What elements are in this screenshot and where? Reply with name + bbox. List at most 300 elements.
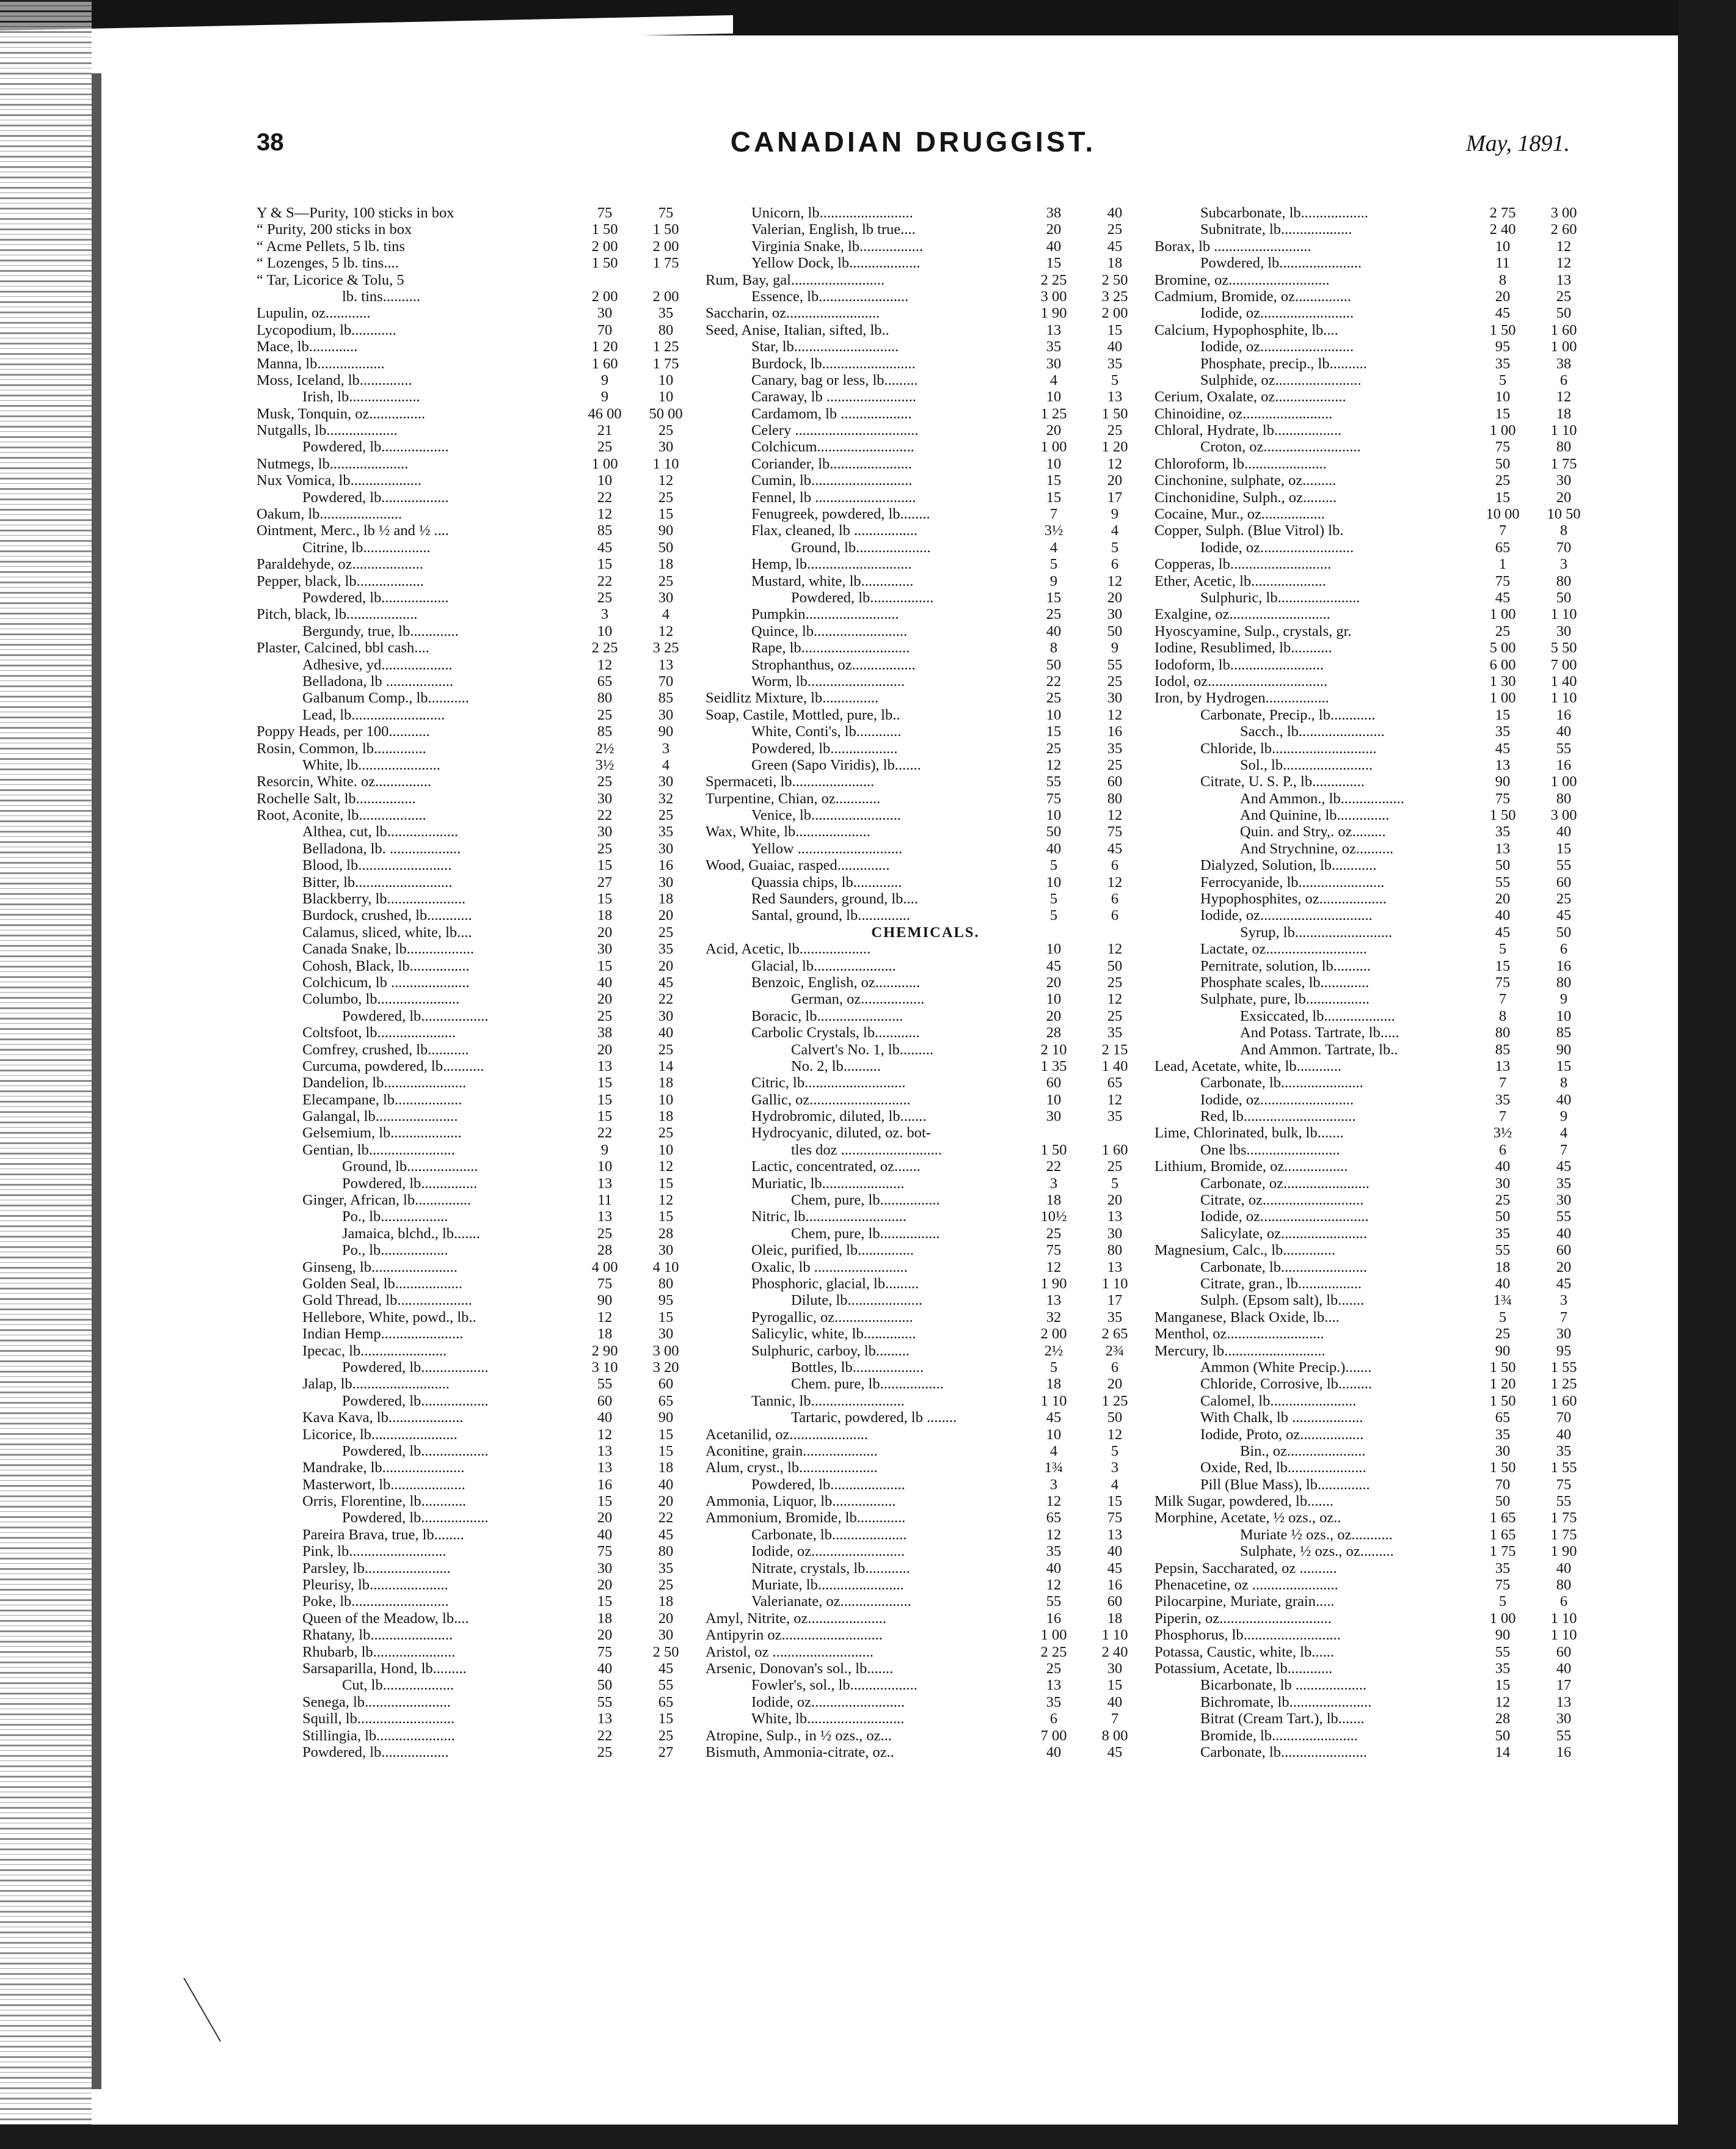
- price-high: 60: [1556, 874, 1572, 891]
- item-name: Iodide, Proto, oz.................: [1200, 1426, 1364, 1443]
- item-name: Yellow ............................: [751, 840, 903, 857]
- item-name: Citrine, lb..................: [302, 539, 431, 556]
- price-high: 2 50: [652, 1643, 679, 1660]
- price-row: [1154, 1393, 1594, 1409]
- price-row: [257, 790, 696, 807]
- item-name: Phosphoric, glacial, lb.........: [751, 1275, 919, 1292]
- item-name: Boracic, lb.......................: [751, 1007, 903, 1024]
- item-name: Dialyzed, Solution, lb............: [1200, 857, 1377, 874]
- price-low: 30: [597, 1560, 613, 1577]
- price-row: [1154, 539, 1594, 556]
- price-low: 22: [597, 572, 613, 589]
- price-high: 13: [658, 656, 674, 673]
- price-column-1: [257, 205, 696, 1760]
- item-name: Caraway, lb ........................: [751, 389, 916, 406]
- price-row: [706, 1443, 1145, 1459]
- price-row: [706, 489, 1145, 506]
- price-row: [257, 1092, 696, 1108]
- item-name: Soap, Castile, Mottled, pure, lb..: [706, 706, 900, 723]
- item-name: Fowler's, sol., lb..................: [751, 1677, 917, 1694]
- item-name: Seidlitz Mixture, lb...............: [706, 690, 879, 707]
- item-name: Canary, bag or less, lb.........: [751, 371, 918, 389]
- price-low: 20: [1046, 974, 1062, 991]
- price-row: [706, 1326, 1145, 1342]
- price-high: 25: [1107, 756, 1123, 773]
- price-low: 20: [597, 1041, 613, 1058]
- price-high: 40: [1556, 723, 1572, 740]
- item-name: Copperas, lb...........................: [1154, 556, 1332, 573]
- price-high: 45: [1556, 1158, 1572, 1175]
- item-name: Powdered, lb......................: [1200, 255, 1362, 272]
- price-row: [706, 723, 1145, 740]
- price-low: 55: [597, 1693, 613, 1710]
- price-low: 55: [1495, 1242, 1511, 1259]
- price-high: 30: [1556, 1192, 1572, 1209]
- item-name: Seed, Anise, Italian, sifted, lb..: [706, 321, 889, 338]
- price-low: 20: [597, 991, 613, 1008]
- price-high: 90: [658, 1409, 674, 1426]
- item-name: Lycopodium, lb............: [257, 321, 396, 338]
- price-high: 16: [1556, 706, 1572, 723]
- price-row: [1154, 456, 1594, 472]
- price-high: 18: [1556, 405, 1572, 422]
- item-name: Blood, lb.........................: [302, 857, 452, 874]
- price-row: [1154, 1627, 1594, 1643]
- price-low: 15: [597, 857, 613, 874]
- price-high: 1 10: [1550, 422, 1577, 439]
- price-high: 40: [1556, 1426, 1572, 1443]
- price-row: [1154, 1024, 1594, 1041]
- price-low: 15: [1495, 1677, 1511, 1694]
- item-name: Ginger, African, lb...............: [302, 1192, 471, 1209]
- price-high: 50: [1556, 305, 1572, 322]
- price-row: [706, 1074, 1145, 1091]
- price-high: 40: [1556, 1225, 1572, 1242]
- item-name: Lead, Acetate, white, lb............: [1154, 1057, 1342, 1074]
- price-low: 22: [597, 1125, 613, 1142]
- price-high: 25: [1107, 422, 1123, 439]
- price-row: [257, 1476, 696, 1493]
- price-high: 5: [1111, 371, 1119, 389]
- price-high: 7 00: [1550, 656, 1577, 673]
- price-row: [706, 1577, 1145, 1593]
- price-high: 2 00: [652, 288, 679, 305]
- price-high: 90: [658, 723, 674, 740]
- price-high: 14: [658, 1057, 674, 1074]
- item-name: Gentian, lb.......................: [302, 1141, 455, 1158]
- price-high: 2 65: [1101, 1326, 1128, 1343]
- price-low: 10: [1046, 807, 1062, 824]
- price-low: 12: [597, 506, 613, 523]
- item-name: Iodide, oz.........................: [1200, 338, 1354, 356]
- price-row: [1154, 1644, 1594, 1660]
- price-high: 1 25: [652, 338, 679, 356]
- item-name: Syrup, lb..........................: [1240, 924, 1393, 941]
- price-low: 25: [597, 1743, 613, 1760]
- price-high: 18: [658, 1593, 674, 1610]
- section-heading-label: CHEMICALS.: [871, 924, 980, 941]
- price-low: 40: [1495, 1158, 1511, 1175]
- price-low: 25: [1495, 472, 1511, 489]
- price-low: 21: [597, 422, 613, 439]
- price-low: 35: [1495, 823, 1511, 841]
- price-row: [1154, 958, 1594, 974]
- price-low: 10: [1046, 941, 1062, 958]
- page-number: 38: [257, 129, 284, 156]
- price-row: [706, 606, 1145, 622]
- price-row: [1154, 1275, 1594, 1292]
- price-low: 10 00: [1486, 506, 1520, 523]
- price-high: 8: [1559, 522, 1568, 539]
- item-name: Star, lb............................: [751, 338, 899, 356]
- price-low: 2 10: [1040, 1041, 1067, 1058]
- price-high: 12: [1556, 238, 1572, 255]
- price-low: 1 20: [1489, 1376, 1516, 1393]
- item-name: Bromine, oz...........................: [1154, 271, 1330, 288]
- price-row: [706, 1192, 1145, 1208]
- item-name: Sacch., lb.......................: [1240, 723, 1385, 740]
- price-row: [1154, 874, 1594, 891]
- price-high: 1 25: [1101, 1392, 1128, 1409]
- price-low: 60: [597, 1392, 613, 1409]
- price-row: [1154, 221, 1594, 238]
- price-low: 1 35: [1040, 1057, 1067, 1074]
- price-column-2: [706, 205, 1145, 1760]
- price-low: 30: [597, 790, 613, 807]
- price-high: 70: [658, 673, 674, 690]
- price-low: 15: [1046, 489, 1062, 506]
- price-row: [1154, 1074, 1594, 1091]
- price-high: 3 20: [652, 1359, 679, 1376]
- item-name: Carbonate, lb.......................: [1200, 1743, 1367, 1760]
- price-row: [1154, 690, 1594, 706]
- item-name: Y & S—Purity, 100 sticks in box: [257, 205, 454, 221]
- price-row: [706, 707, 1145, 723]
- price-low: 50: [1495, 857, 1511, 874]
- price-low: 7: [1498, 1074, 1507, 1092]
- price-high: 6: [1559, 371, 1568, 389]
- price-row: [257, 1409, 696, 1426]
- item-name: Cerium, Oxalate, oz...................: [1154, 389, 1346, 406]
- price-row: [1154, 974, 1594, 991]
- price-row: [1154, 773, 1594, 790]
- price-high: 6: [1111, 907, 1119, 924]
- price-low: 45: [1495, 305, 1511, 322]
- price-high: 6: [1111, 1359, 1119, 1376]
- price-row: [257, 1376, 696, 1392]
- price-row: [706, 1208, 1145, 1225]
- price-high: 2 15: [1101, 1041, 1128, 1058]
- price-low: 13: [597, 1208, 613, 1225]
- price-row: [1154, 640, 1594, 656]
- price-high: 35: [658, 941, 674, 958]
- price-row: [706, 1426, 1145, 1443]
- price-row: [706, 1610, 1145, 1627]
- price-row: [706, 623, 1145, 640]
- price-high: 6: [1111, 891, 1119, 908]
- item-name: Hyoscyamine, Sulp., crystals, gr.: [1154, 622, 1352, 640]
- price-row: [257, 573, 696, 589]
- price-row: [706, 1024, 1145, 1041]
- price-low: 75: [1495, 572, 1511, 589]
- price-low: 14: [1495, 1743, 1511, 1760]
- item-name: Powdered, lb..................: [342, 1442, 489, 1459]
- item-name: Turpentine, Chian, oz............: [706, 790, 881, 807]
- price-row: [257, 1326, 696, 1342]
- price-low: 28: [597, 1242, 613, 1259]
- price-high: 27: [658, 1743, 674, 1760]
- price-high: 1 75: [652, 255, 679, 272]
- price-high: 20: [1107, 1192, 1123, 1209]
- item-name: Flax, cleaned, lb .................: [751, 522, 918, 539]
- price-low: 15: [1495, 489, 1511, 506]
- price-row: [1154, 356, 1594, 372]
- price-row: [257, 288, 696, 305]
- price-low: 50: [1495, 1493, 1511, 1510]
- price-high: 1 75: [1550, 1526, 1577, 1543]
- price-low: 3 10: [591, 1359, 618, 1376]
- price-high: 30: [1107, 606, 1123, 623]
- item-name: Amyl, Nitrite, oz.....................: [706, 1610, 887, 1627]
- price-low: 13: [1046, 1292, 1062, 1309]
- price-high: 12: [1107, 1426, 1123, 1443]
- price-high: 20: [1556, 1258, 1572, 1275]
- price-high: 16: [1556, 756, 1572, 773]
- item-name: Pitch, black, lb...................: [257, 606, 418, 623]
- price-low: 12: [1046, 756, 1062, 773]
- price-low: 75: [1046, 790, 1062, 807]
- item-name: Powdered, lb..................: [302, 1743, 449, 1760]
- price-low: 15: [597, 1493, 613, 1510]
- price-high: 38: [1556, 355, 1572, 372]
- price-high: 25: [658, 1041, 674, 1058]
- price-low: 5: [1498, 941, 1507, 958]
- price-low: 18: [597, 1326, 613, 1343]
- price-low: 40: [1495, 1275, 1511, 1292]
- price-row: [1154, 439, 1594, 455]
- price-high: 13: [1556, 1693, 1572, 1710]
- price-row: [1154, 924, 1594, 941]
- price-row: [706, 874, 1145, 891]
- price-row: [1154, 707, 1594, 723]
- item-name: Belladona, lb. ...................: [302, 840, 461, 857]
- price-high: 10: [658, 1141, 674, 1158]
- price-high: 12: [1107, 941, 1123, 958]
- price-row: [257, 974, 696, 991]
- item-name: Powdered, lb...............: [342, 1175, 478, 1192]
- price-low: 7: [1498, 1108, 1507, 1125]
- price-high: 1 10: [1550, 606, 1577, 623]
- price-row: [1154, 238, 1594, 255]
- price-high: 70: [1556, 539, 1572, 556]
- price-low: 22: [597, 807, 613, 824]
- price-high: 9: [1111, 506, 1119, 523]
- item-name: Kava Kava, lb....................: [302, 1409, 464, 1426]
- price-low: 45: [1046, 1409, 1062, 1426]
- price-high: 6: [1111, 556, 1119, 573]
- price-low: 8: [1049, 640, 1058, 657]
- price-row: [1154, 1208, 1594, 1225]
- price-high: 90: [658, 522, 674, 539]
- price-low: 2 90: [591, 1342, 618, 1359]
- price-row: [257, 1309, 696, 1326]
- item-name: Pyrogallic, oz.....................: [751, 1308, 913, 1326]
- item-name: Ferrocyanide, lb.......................: [1200, 874, 1385, 891]
- item-name: Lupulin, oz............: [257, 305, 371, 322]
- item-name: Phosphate, precip., lb..........: [1200, 355, 1367, 372]
- price-high: 45: [658, 1660, 674, 1677]
- price-high: 40: [1556, 1091, 1572, 1108]
- price-high: 30: [658, 1242, 674, 1259]
- price-low: 18: [1046, 1376, 1062, 1393]
- item-name: Ginseng, lb.......................: [302, 1258, 458, 1275]
- price-low: 25: [1495, 1192, 1511, 1209]
- price-row: [257, 539, 696, 556]
- price-row: [1154, 1509, 1594, 1526]
- item-name: Moss, Iceland, lb..............: [257, 371, 412, 389]
- price-row: [706, 974, 1145, 991]
- price-high: 80: [658, 321, 674, 338]
- price-low: 20: [597, 924, 613, 941]
- price-low: 6: [1049, 1710, 1058, 1728]
- price-high: 1 60: [1550, 321, 1577, 338]
- price-row: [706, 807, 1145, 823]
- item-name: Senega, lb.......................: [302, 1693, 451, 1710]
- price-high: 25: [658, 924, 674, 941]
- item-name: Oakum, lb......................: [257, 506, 403, 523]
- price-high: 15: [1107, 321, 1123, 338]
- price-low: 35: [1046, 338, 1062, 356]
- price-row: [1154, 1577, 1594, 1593]
- price-row: [706, 1627, 1145, 1643]
- item-name: Quassia chips, lb.............: [751, 874, 902, 891]
- price-low: 20: [597, 1577, 613, 1594]
- price-low: 3½: [1493, 1125, 1512, 1142]
- price-high: 55: [1556, 1493, 1572, 1510]
- price-high: 30: [1556, 622, 1572, 640]
- item-name: Gallic, oz...........................: [751, 1091, 911, 1108]
- price-high: 30: [1556, 472, 1572, 489]
- item-name: No. 2, lb..........: [791, 1057, 881, 1074]
- item-name: Green (Sapo Viridis), lb.......: [751, 756, 921, 773]
- item-name: Resorcin, White. oz...............: [257, 773, 432, 790]
- price-low: 20: [1495, 891, 1511, 908]
- price-high: 40: [1107, 1543, 1123, 1560]
- price-low: 1 00: [1489, 690, 1516, 707]
- price-low: 1 50: [591, 221, 618, 238]
- price-high: 10: [658, 371, 674, 389]
- price-row: [1154, 1476, 1594, 1493]
- item-name: White, lb..........................: [751, 1710, 905, 1728]
- price-low: 25: [1046, 740, 1062, 757]
- price-low: 25: [597, 840, 613, 857]
- item-name: Bromide, lb.......................: [1200, 1727, 1358, 1744]
- price-high: 8 00: [1101, 1727, 1128, 1744]
- price-row: [706, 657, 1145, 673]
- price-high: 2 60: [1550, 221, 1577, 238]
- item-name: Fenugreek, powdered, lb........: [751, 506, 930, 523]
- price-low: 7: [1498, 991, 1507, 1008]
- price-high: 3 25: [1101, 288, 1128, 305]
- price-row: [706, 1225, 1145, 1242]
- price-high: 12: [1107, 455, 1123, 472]
- item-name: Lactate, oz...........................: [1200, 941, 1367, 958]
- item-name: Spermaceti, lb......................: [706, 773, 875, 790]
- item-name: Carbonate, lb....................: [751, 1526, 907, 1543]
- item-name: Pilocarpine, Muriate, grain.....: [1154, 1593, 1335, 1610]
- price-high: 40: [1107, 205, 1123, 221]
- price-high: 4: [1559, 1125, 1568, 1142]
- item-name: Salicylic, white, lb..............: [751, 1326, 916, 1343]
- price-row: [257, 740, 696, 757]
- item-name: Acid, Acetic, lb...................: [706, 941, 871, 958]
- publication-title: CANADIAN DRUGGIST.: [730, 126, 1096, 158]
- price-row: [706, 1376, 1145, 1392]
- price-low: 70: [597, 321, 613, 338]
- item-name: Pink, lb..........................: [302, 1543, 447, 1560]
- price-low: 90: [1495, 773, 1511, 790]
- price-high: 80: [1556, 790, 1572, 807]
- item-name: Phosphate scales, lb.............: [1200, 974, 1369, 991]
- price-high: 1 60: [1101, 1141, 1128, 1158]
- price-row: [257, 924, 696, 941]
- item-name: Powdered, lb..................: [302, 439, 449, 456]
- item-name: Nitrate, crystals, lb............: [751, 1560, 910, 1577]
- price-row: [257, 522, 696, 539]
- issue-date: May, 1891.: [1466, 131, 1570, 156]
- price-high: 6: [1559, 1593, 1568, 1610]
- price-high: 65: [658, 1392, 674, 1409]
- price-high: 5: [1111, 539, 1119, 556]
- price-high: 1 60: [1550, 1392, 1577, 1409]
- price-row: [257, 1644, 696, 1660]
- price-row: [1154, 1527, 1594, 1543]
- price-high: 50 00: [649, 405, 683, 422]
- price-low: 30: [597, 823, 613, 841]
- price-row: [706, 941, 1145, 957]
- price-low: 32: [1046, 1308, 1062, 1326]
- price-row: [1154, 372, 1594, 389]
- item-name: Cadmium, Bromide, oz...............: [1154, 288, 1351, 305]
- price-high: 20: [658, 957, 674, 974]
- price-high: 1 10: [1101, 1627, 1128, 1644]
- item-name: Calamus, sliced, white, lb....: [302, 924, 472, 941]
- price-row: [257, 857, 696, 874]
- price-low: 25: [597, 1225, 613, 1242]
- price-low: 5: [1498, 1308, 1507, 1326]
- price-high: 85: [1556, 1024, 1572, 1042]
- price-row: [1154, 606, 1594, 622]
- price-row: [706, 472, 1145, 489]
- price-high: 1 10: [1550, 1627, 1577, 1644]
- price-low: 10: [1046, 455, 1062, 472]
- price-row: [257, 657, 696, 673]
- price-high: 22: [658, 1509, 674, 1527]
- price-low: 1 75: [1489, 1543, 1516, 1560]
- price-low: 1 50: [1489, 1359, 1516, 1376]
- item-name: tles doz ...........................: [791, 1141, 943, 1158]
- price-low: 65: [597, 673, 613, 690]
- price-high: 18: [1107, 1610, 1123, 1627]
- price-high: 15: [658, 1710, 674, 1728]
- item-name: Ether, Acetic, lb....................: [1154, 572, 1326, 589]
- price-high: 20: [1556, 489, 1572, 506]
- price-row: [257, 958, 696, 974]
- price-high: 35: [1107, 740, 1123, 757]
- price-row: [706, 288, 1145, 305]
- item-name: Glacial, lb......................: [751, 957, 896, 974]
- item-name: Coltsfoot, lb.....................: [302, 1024, 456, 1042]
